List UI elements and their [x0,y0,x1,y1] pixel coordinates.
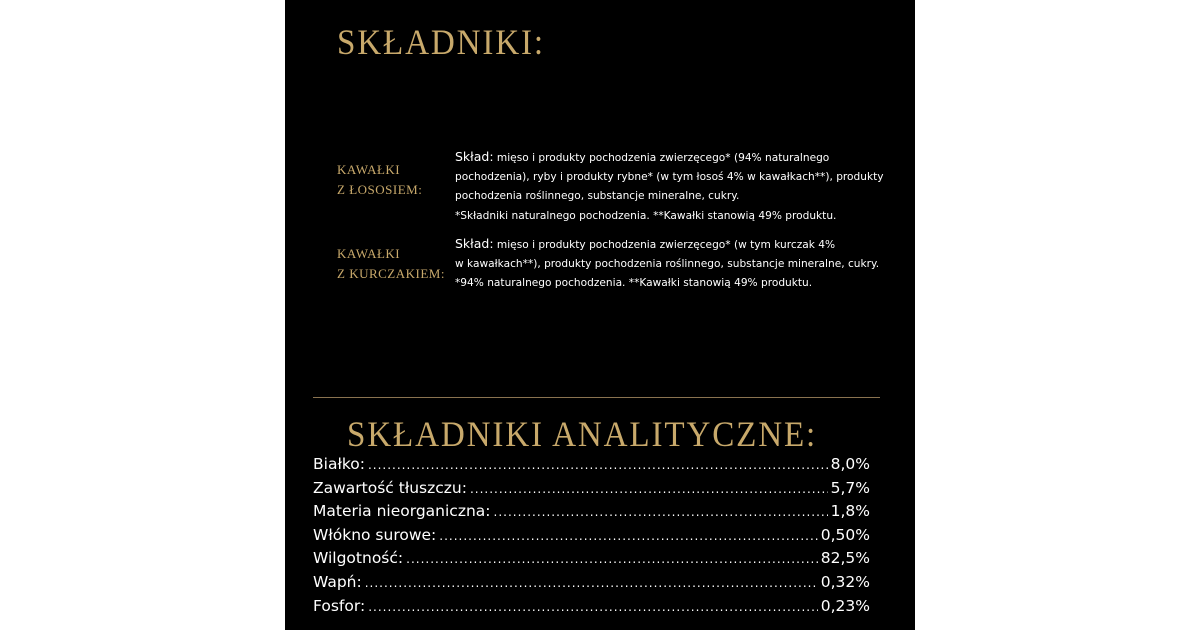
row-name: Fosfor: [313,596,366,615]
dot-leader [368,458,828,472]
desc-line: *94% naturalnego pochodzenia. **Kawałki stanowią 49% produktu. [455,277,813,290]
dot-leader [494,505,828,519]
row-name: Włókno surowe: [313,525,437,544]
analytical-row [313,455,870,479]
desc-line: mięso i produkty pochodzenia zwierzęcego* (94% naturalnego [493,152,830,164]
analytical-row [313,549,870,573]
section-desc-salmon [455,147,895,226]
desc-line: mięso i produkty pochodzenia zwierzęcego* (w tym kurczak 4% [493,239,836,251]
section-label-chicken [337,244,445,284]
analytical-row [313,479,870,503]
row-name: Białko: [313,455,365,473]
analytical-title: SKŁADNIKI ANALITYCZNE: [347,414,818,454]
ingredients-panel [285,0,915,630]
dot-leader [439,529,817,543]
row-name: Zawartość tłuszczu: [313,478,467,497]
dot-leader [406,552,818,566]
dot-leader [365,576,818,590]
analytical-row [313,526,870,550]
row-value: 5,7% [830,478,870,497]
analytical-row [313,597,870,621]
section-desc-chicken [455,234,895,294]
row-value: 8,0% [830,455,870,473]
dot-leader [470,482,828,496]
row-name: Wilgotność: [313,549,404,568]
desc-line: *Składniki naturalnego pochodzenia. **Kawałki stanowią 49% produktu. [455,209,837,222]
row-value: 0,32% [820,572,870,591]
dot-leader [368,600,818,614]
ingredients-title: SKŁADNIKI: [337,22,545,62]
row-value: 0,23% [820,596,870,615]
desc-line: pochodzenia), ryby i produkty rybne* (w tym łosoś 4% w kawałkach**), produkty [455,171,884,184]
desc-lead: Skład: [455,236,494,251]
label-line: KAWAŁKI [337,162,401,177]
label-line: KAWAŁKI [337,246,401,261]
row-value: 0,50% [820,525,870,544]
label-line: Z ŁOSOSIEM: [337,182,423,197]
row-value: 82,5% [820,549,870,568]
label-line: Z KURCZAKIEM: [337,266,445,281]
desc-lead: Skład: [455,149,494,164]
row-value: 1,8% [830,502,870,521]
row-name: Wapń: [313,572,362,591]
section-label-salmon [337,160,422,200]
divider [313,397,880,398]
analytical-list [313,455,870,620]
desc-line: pochodzenia roślinnego, substancje mineralne, cukry. [455,190,740,203]
analytical-row [313,502,870,526]
desc-line: w kawałkach**), produkty pochodzenia roślinnego, substancje mineralne, cukry. [455,258,880,271]
row-name: Materia nieorganiczna: [313,502,491,521]
analytical-row [313,573,870,597]
